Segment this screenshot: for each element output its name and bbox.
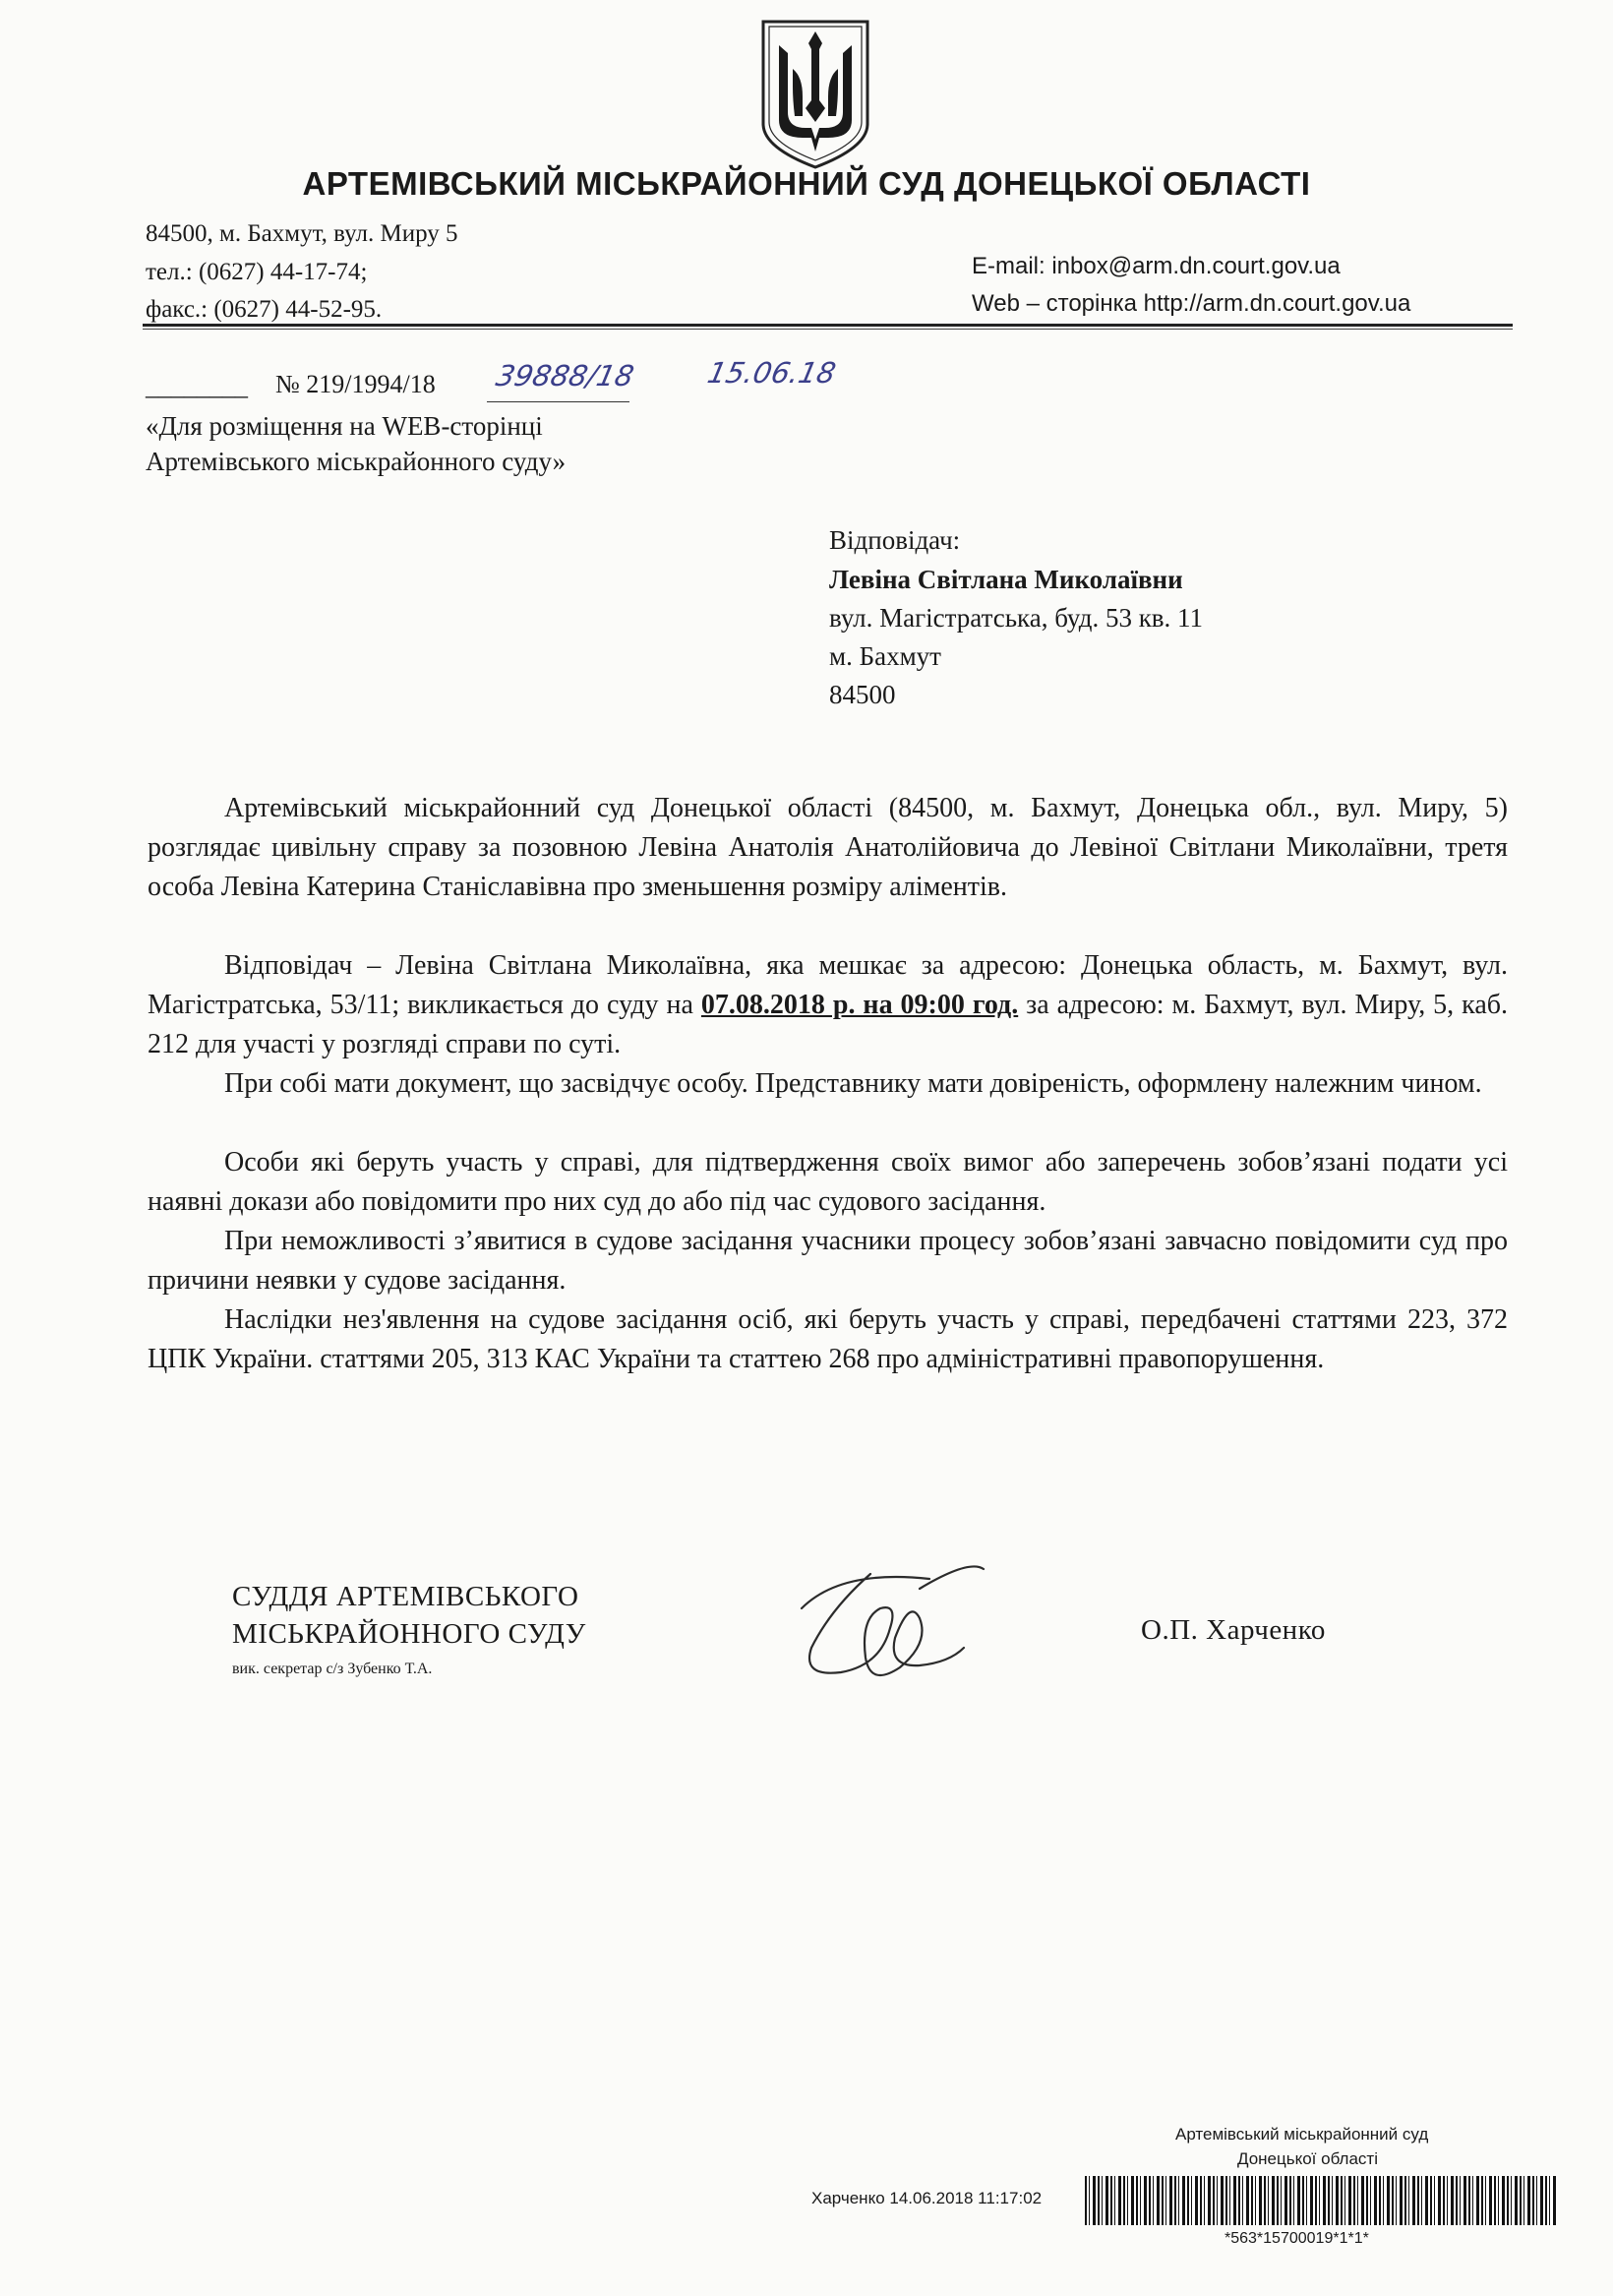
- judge-title-line1: СУДДЯ АРТЕМІВСЬКОГО: [232, 1581, 579, 1612]
- tryzub-emblem-icon: [757, 18, 873, 171]
- handwritten-signature-icon: [772, 1549, 998, 1707]
- handwritten-registration-date: 15.06.18: [704, 356, 839, 390]
- paragraph-2-start: Відповідач – Левіна Світлана Миколаївна, яка мешкає за адресою: Донецька область, м. Бахмут, вул. Магістратська, 53/11; викликається до суду на: [148, 950, 1508, 1020]
- stamp-signed-by: Харченко 14.06.2018 11:17:02: [811, 2189, 1043, 2207]
- recipient-role: Відповідач:: [829, 525, 961, 555]
- recipient-name: Левіна Світлана Миколаївни: [829, 565, 1183, 594]
- registration-number: № 219/1994/18: [275, 370, 436, 398]
- stamp-court-line1: Артемівський міськрайонний суд: [1175, 2125, 1429, 2144]
- handwritten-registration-number: 39888/18: [493, 359, 637, 393]
- body-paragraph-4: Особи які беруть участь у справі, для підтвердження своїх вимог або заперечень зобов’язані подати усі наявні докази або повідомити про них суд до або під час судового засідання.: [148, 1147, 1508, 1217]
- header-divider: [143, 324, 1513, 327]
- barcode-icon: [1085, 2176, 1557, 2225]
- stamp-court-line2: Донецької області: [1237, 2149, 1378, 2168]
- body-paragraph-5: При неможливості з’явитися в судове засідання учасники процесу зобов’язані завчасно повідомити суд про причини неявки у судове засідання.: [148, 1226, 1508, 1296]
- body-paragraph-3: При собі мати документ, що засвідчує особу. Представнику мати довіреність, оформлену належним чином.: [224, 1068, 1482, 1099]
- body-paragraph-1: Артемівський міськрайонний суд Донецької області (84500, м. Бахмут, Донецька обл., вул. Миру, 5) розглядає цивільну справу за позовною Левіна Анатолія Анатолійовича до Левіної Світлани Миколаївни, третя особа Левіна Катерина Станіславівна про зменьшення розміру аліментів.: [148, 793, 1508, 902]
- hearing-datetime: 07.08.2018 р. на 09:00 год.: [700, 990, 1019, 1020]
- judge-title-line2: МІСЬКРАЙОННОГО СУДУ: [232, 1618, 586, 1650]
- recipient-street: вул. Магістратська, буд. 53 кв. 11: [829, 603, 1204, 633]
- court-address: 84500, м. Бахмут, вул. Миру 5: [146, 220, 458, 247]
- court-website: Web – сторінка http://arm.dn.court.gov.ua: [972, 290, 1411, 317]
- barcode-code: *563*15700019*1*1*: [1225, 2230, 1369, 2247]
- registration-underline: [487, 401, 629, 402]
- body-paragraph-6: Наслідки нез'явлення на судове засідання осіб, які беруть участь у справі, передбачені статтями 223, 372 ЦПК України. статтями 205, 313 КАС України та статтею 268 про адміністративні правопорушення.: [148, 1304, 1508, 1374]
- publication-note-line2: Артемівського міськрайонного суду»: [146, 447, 567, 476]
- paragraph-2-end: за адресою: м. Бахмут, вул. Миру, 5, каб. 212 для участі у розгляді справи по суті.: [148, 990, 1509, 1059]
- court-email: E-mail: inbox@arm.dn.court.gov.ua: [972, 253, 1341, 279]
- recipient-city: м. Бахмут: [829, 641, 941, 671]
- court-phone: тел.: (0627) 44-17-74;: [146, 259, 368, 285]
- recipient-postcode: 84500: [829, 680, 896, 709]
- executor-note: вик. секретар с/з Зубенко Т.А.: [232, 1661, 433, 1677]
- header-divider-thin: [143, 329, 1513, 330]
- registration-blank: ________: [146, 372, 248, 400]
- court-fax: факс.: (0627) 44-52-95.: [146, 296, 383, 323]
- body-paragraph-2: [148, 946, 1508, 1064]
- court-name-heading: АРТЕМІВСЬКИЙ МІСЬКРАЙОННИЙ СУД ДОНЕЦЬКОЇ ОБЛАСТІ: [302, 165, 1311, 202]
- publication-note-line1: «Для розміщення на WEB-сторінці: [146, 411, 543, 441]
- judge-name: О.П. Харченко: [1141, 1614, 1326, 1646]
